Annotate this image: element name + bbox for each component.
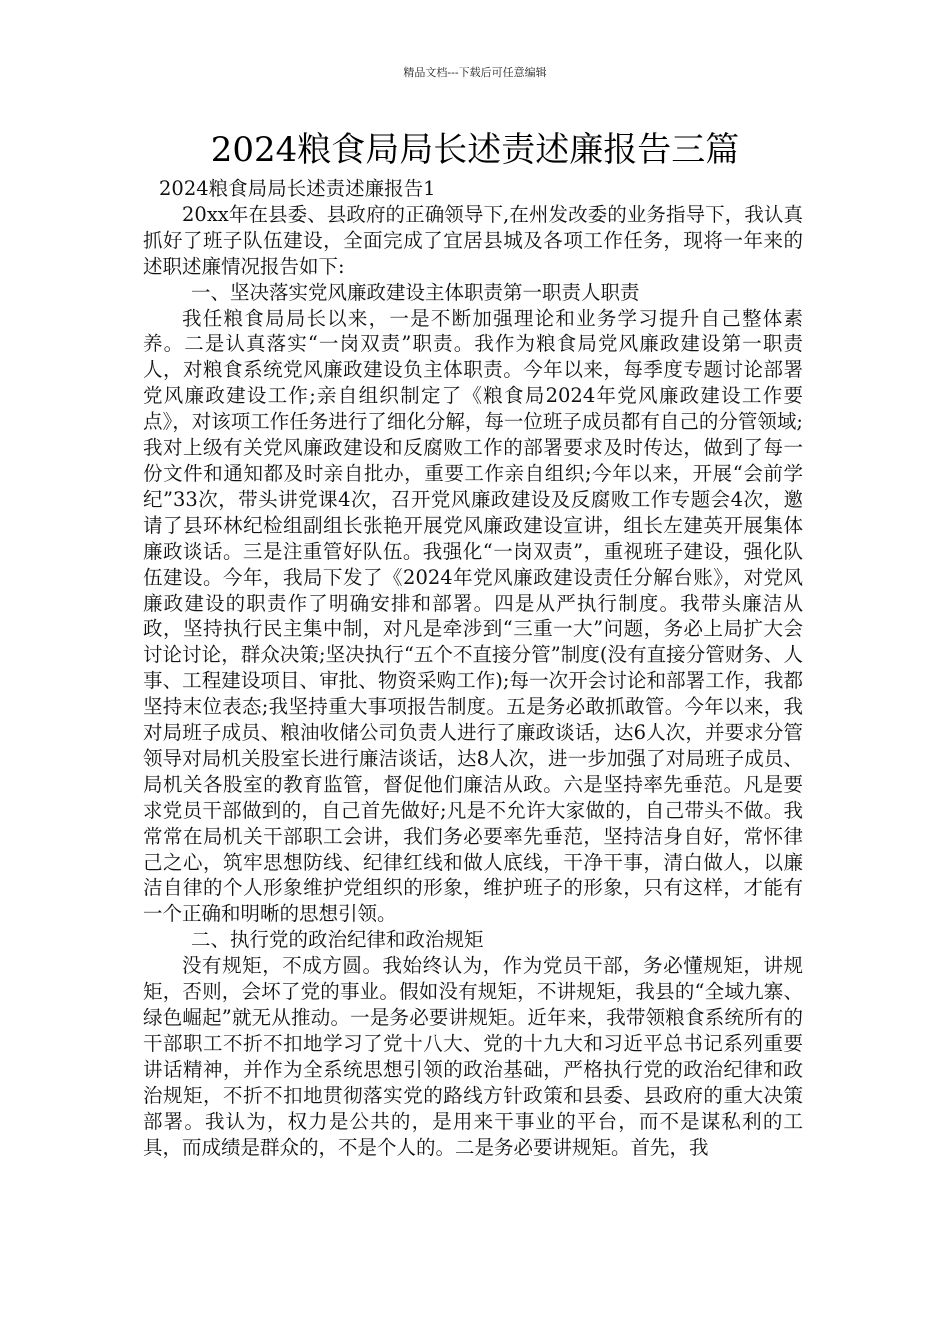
intro-paragraph: 20xx年在县委、县政府的正确领导下,在州发改委的业务指导下，我认真抓好了班子队伍建设，全面完成了宜居县城及各项工作任务，现将一年来的述职述廉情况报告如下: [143, 202, 803, 278]
header-note: 精品文档---下载后可任意编辑 [403, 66, 547, 79]
section-1-paragraph: 我任粮食局局长以来，一是不断加强理论和业务学习提升自己整体素养。二是认真落实“一岗双责”职责。我作为粮食局党风廉政建设第一职责人，对粮食系统党风廉政建设负主体职责。今年以来，每季度专题讨论部署党风廉政建设工作;亲自组织制定了《粮食局2024年党风廉政建设工作要点》，对该项工作任务进行了细化分解，每一位班子成员都有自己的分管领域;我对上级有关党风廉政建设和反腐败工作的部署要求及时传达，做到了每一份文件和通知都及时亲自批办，重要工作亲自组织;今年以来，开展“会前学纪”33次，带头讲党课4次，召开党风廉政建设及反腐败工作专题会4次，邀请了县环林纪检组副组长张艳开展党风廉政建设宣讲，组长左建英开展集体廉政谈话。三是注重管好队伍。我强化“一岗双责”，重视班子建设，强化队伍建设。今年，我局下发了《2024年党风廉政建设责任分解台账》，对党风廉政建设的职责作了明确安排和部署。四是从严执行制度。我带头廉洁从政，坚持执行民主集中制，对凡是牵涉到“三重一大”问题，务必上局扩大会讨论讨论，群众决策;坚决执行“五个不直接分管”制度(没有直接分管财务、人事、工程建设项目、审批、物资采购工作);每一次开会讨论和部署工作，我都坚持末位表态;我坚持重大事项报告制度。五是务必敢抓敢管。今年以来，我对局班子成员、粮油收储公司负责人进行了廉政谈话，达6人次，并要求分管领导对局机关股室长进行廉洁谈话，达8人次，进一步加强了对局班子成员、局机关各股室的教育监管，督促他们廉洁从政。六是坚持率先垂范。凡是要求党员干部做到的，自己首先做好;凡是不允许大家做的，自己带头不做。我常常在局机关干部职工会讲，我们务必要率先垂范，坚持洁身自好，常怀律己之心，筑牢思想防线、纪律红线和做人底线，干净干事，清白做人，以廉洁自律的个人形象维护党组织的形象，维护班子的形象，只有这样，才能有一个正确和明晰的思想引领。 [143, 306, 803, 926]
document-body [143, 176, 803, 1160]
document-title: 2024粮食局局长述责述廉报告三篇 [210, 130, 740, 170]
section-heading-2: 二、执行党的政治纪律和政治规矩 [191, 928, 484, 952]
section-heading-1: 一、坚决落实党风廉政建设主体职责第一职责人职责 [191, 280, 640, 304]
report-subtitle: 2024粮食局局长述责述廉报告1 [159, 177, 436, 200]
section-2-paragraph: 没有规矩，不成方圆。我始终认为，作为党员干部，务必懂规矩，讲规矩，否则，会坏了党的事业。假如没有规矩，不讲规矩，我县的“全域九寨、绿色崛起”就无从推动。一是务必要讲规矩。近年来，我带领粮食系统所有的干部职工不折不扣地学习了党十八大、党的十九大和习近平总书记系列重要讲话精神，并作为全系统思想引领的政治基础，严格执行党的政治纪律和政治规矩，不折不扣地贯彻落实党的路线方针政策和县委、县政府的重大决策部署。我认为，权力是公共的，是用来干事业的平台，而不是谋私利的工具，而成绩是群众的，不是个人的。二是务必要讲规矩。首先，我 [143, 954, 803, 1159]
